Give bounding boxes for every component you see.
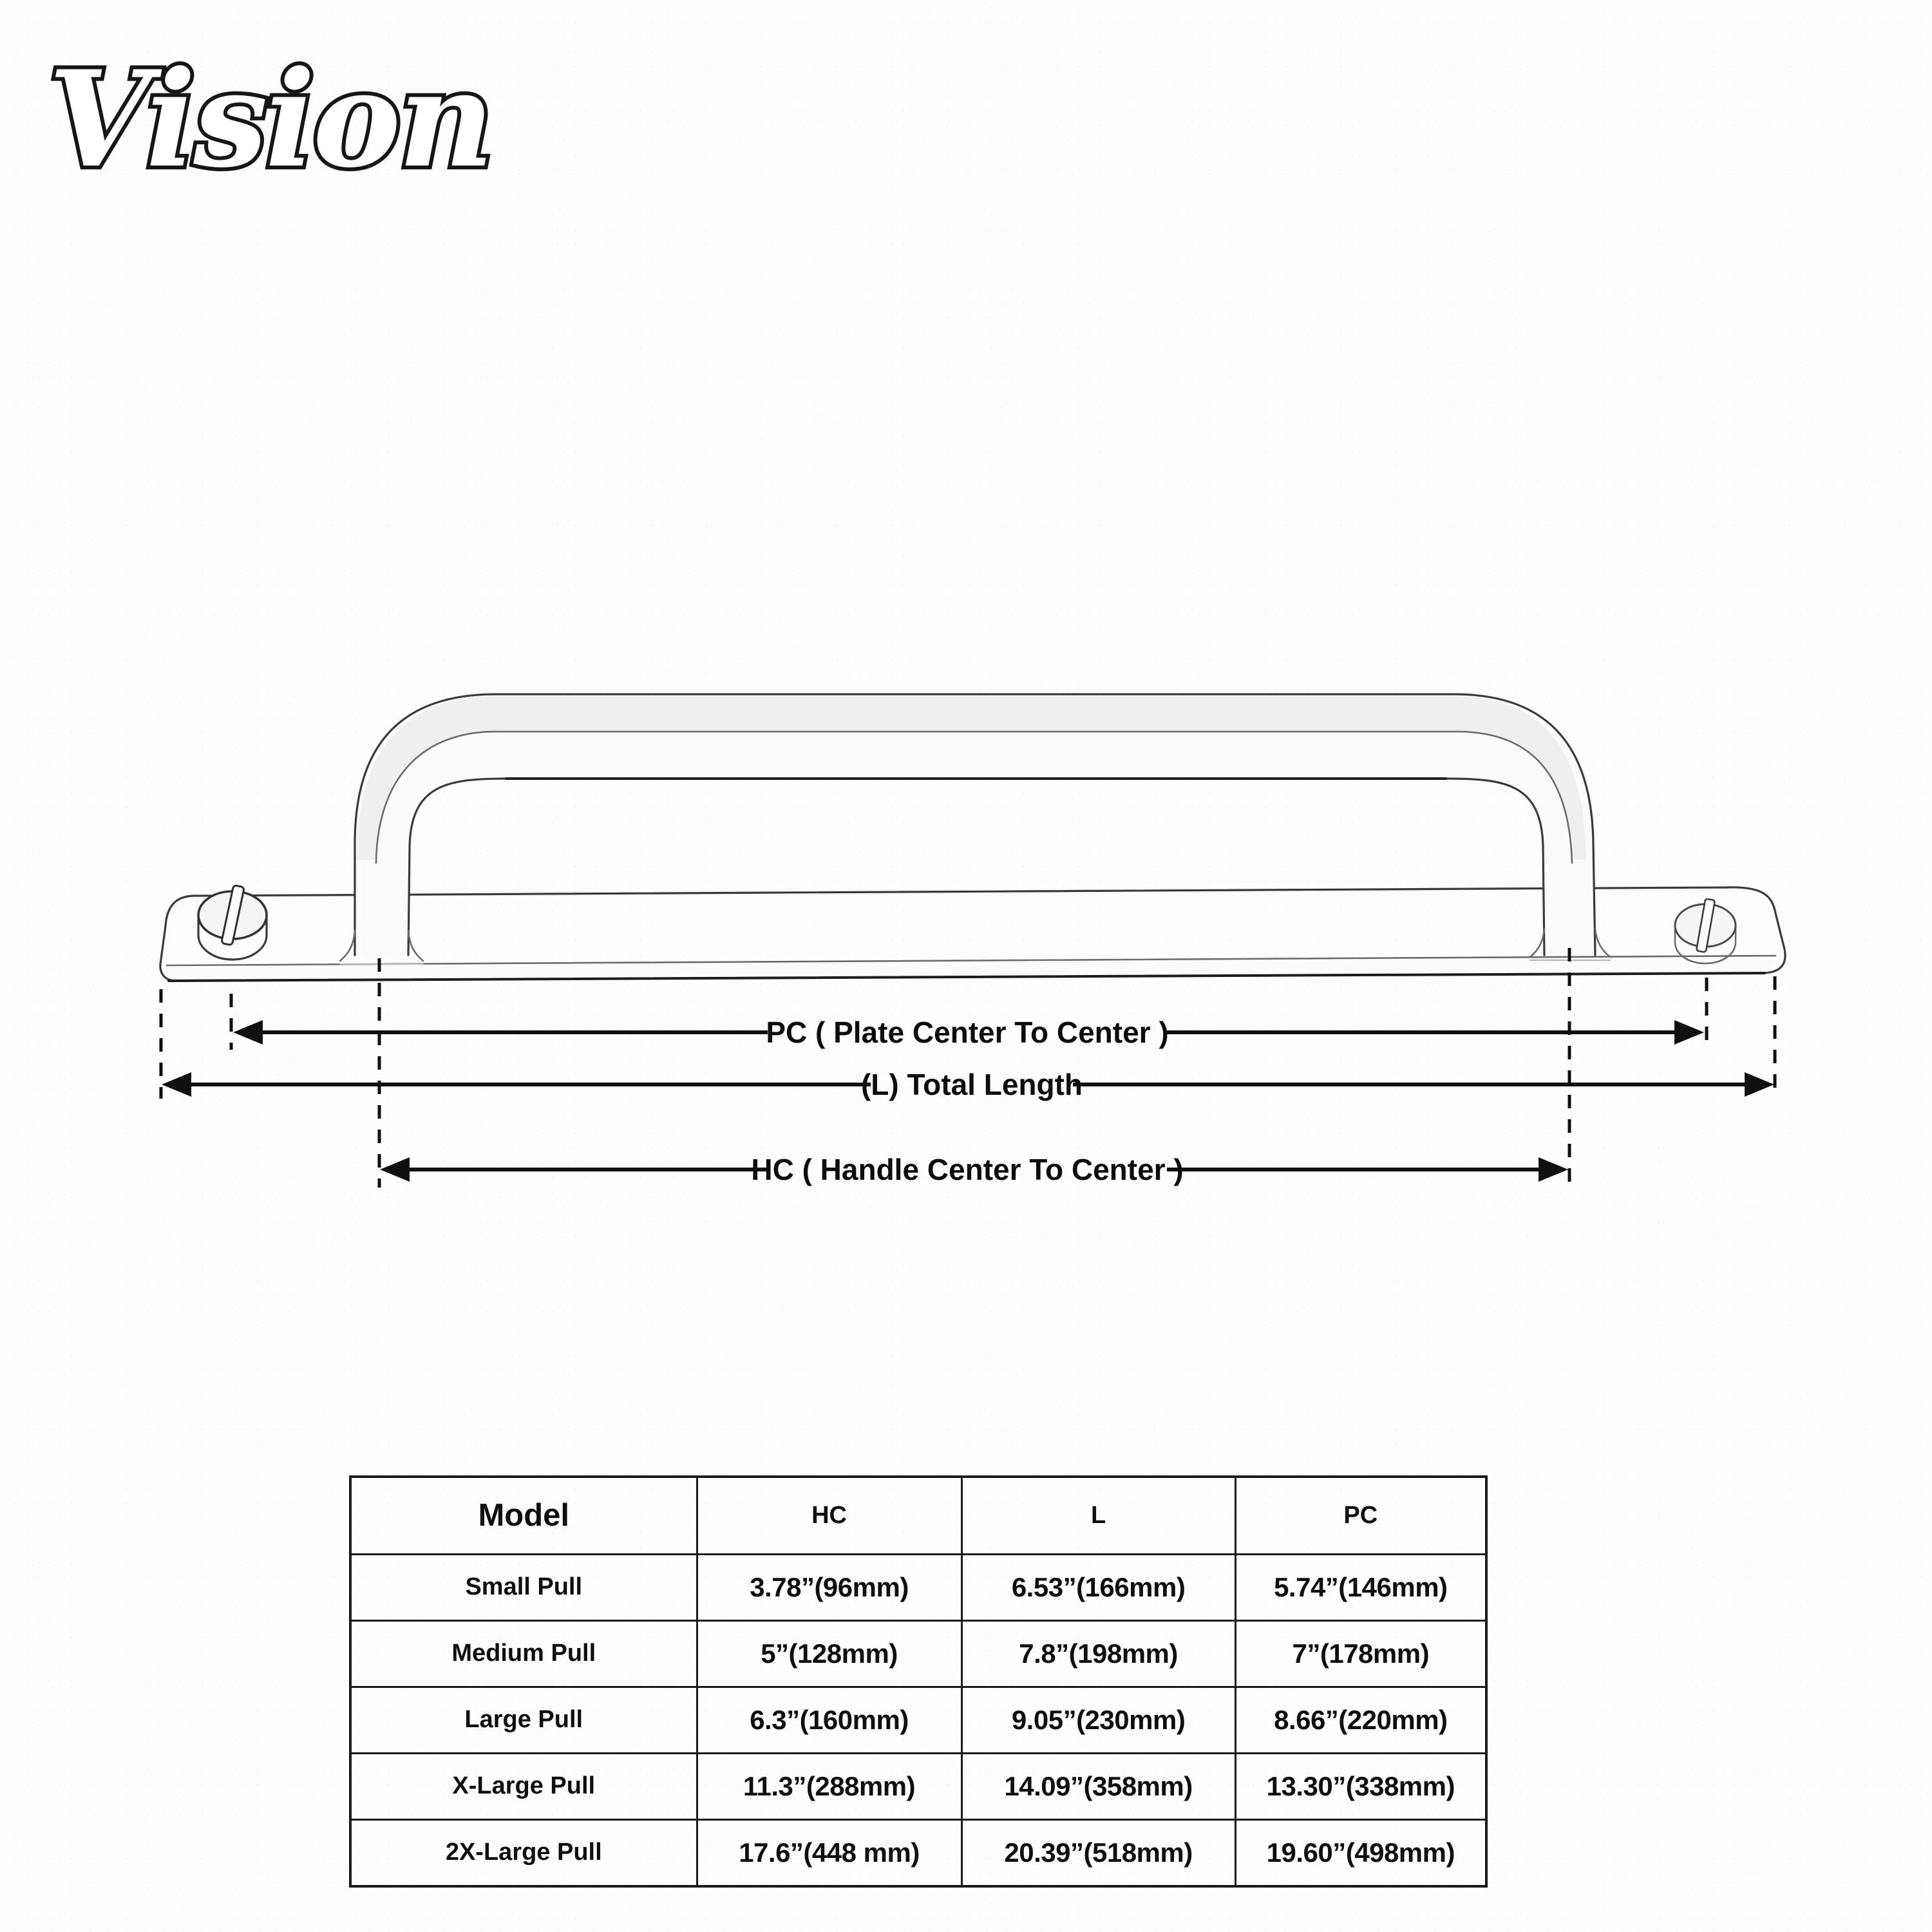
table-header-l: L <box>961 1477 1235 1554</box>
model-name: X-Large Pull <box>350 1753 697 1819</box>
dimension-annotations <box>161 948 1775 1188</box>
hc-value: 17.6”(448 mm) <box>697 1819 961 1886</box>
dimension-hc-label: HC ( Handle Center To Center ) <box>751 1153 1184 1186</box>
pc-value: 8.66”(220mm) <box>1235 1687 1486 1753</box>
l-value: 6.53”(166mm) <box>961 1554 1235 1620</box>
right-screw <box>1675 898 1736 963</box>
model-name: 2X-Large Pull <box>350 1819 697 1886</box>
model-name: Medium Pull <box>350 1620 697 1687</box>
model-name: Small Pull <box>350 1554 697 1620</box>
table-header-pc: PC <box>1235 1477 1486 1554</box>
l-value: 20.39”(518mm) <box>961 1819 1235 1886</box>
hc-value: 11.3”(288mm) <box>697 1753 961 1819</box>
table-row <box>350 1687 1486 1753</box>
table-row <box>350 1554 1486 1620</box>
pc-value: 7”(178mm) <box>1235 1620 1486 1687</box>
size-spec-table <box>349 1475 1488 1888</box>
dimension-l-label: (L) Total Length <box>860 1068 1083 1101</box>
brand-logo: Vision <box>48 43 492 197</box>
l-value: 9.05”(230mm) <box>961 1687 1235 1753</box>
model-name: Large Pull <box>350 1687 697 1753</box>
l-value: 14.09”(358mm) <box>961 1753 1235 1819</box>
table-row <box>350 1620 1486 1687</box>
handle-drawing <box>160 694 1785 981</box>
dimension-hc <box>380 1153 1568 1186</box>
hc-value: 3.78”(96mm) <box>697 1554 961 1620</box>
dimension-pc-label: PC ( Plate Center To Center ) <box>766 1016 1169 1049</box>
pc-value: 13.30”(338mm) <box>1235 1753 1486 1819</box>
table-row <box>350 1819 1486 1886</box>
table-header-model: Model <box>350 1477 697 1554</box>
table-row <box>350 1753 1486 1819</box>
handle-bow <box>340 694 1610 964</box>
l-value: 7.8”(198mm) <box>961 1620 1235 1687</box>
dimension-pc <box>233 1016 1704 1049</box>
hc-value: 5”(128mm) <box>697 1620 961 1687</box>
table-header-hc: HC <box>697 1477 961 1554</box>
table-header-row <box>350 1477 1486 1554</box>
hc-value: 6.3”(160mm) <box>697 1687 961 1753</box>
dimension-l <box>162 1068 1774 1101</box>
pc-value: 19.60”(498mm) <box>1235 1819 1486 1886</box>
pc-value: 5.74”(146mm) <box>1235 1554 1486 1620</box>
